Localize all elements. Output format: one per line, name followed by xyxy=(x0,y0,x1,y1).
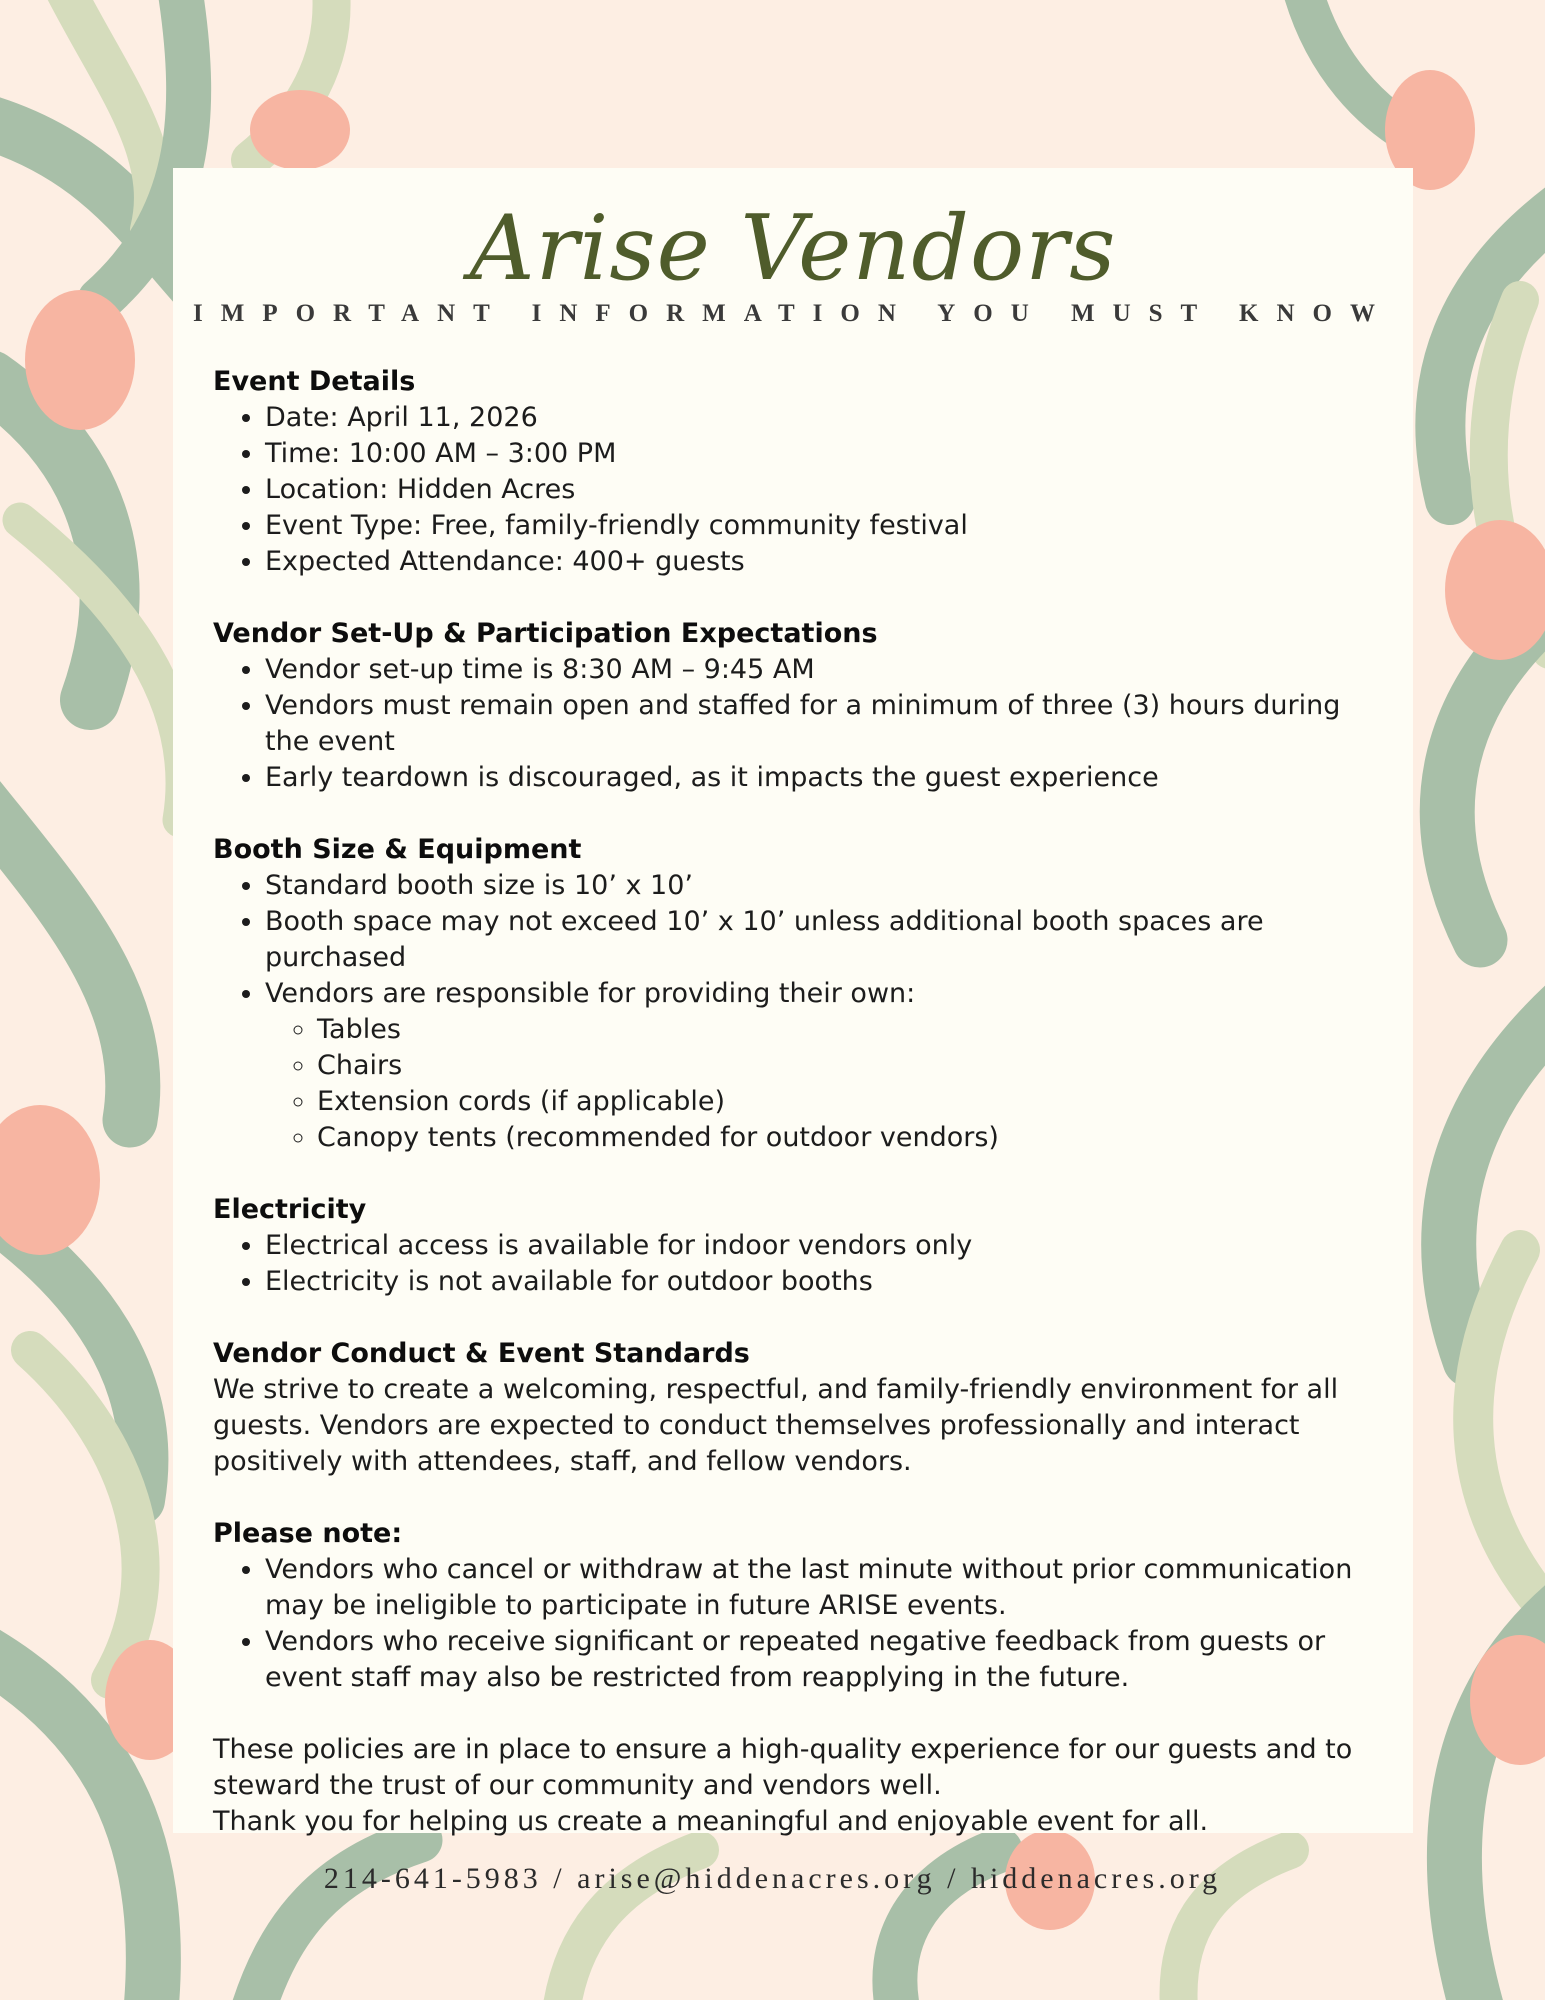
setup-list xyxy=(213,652,1388,796)
list-item: • Booth space may not exceed 10’ x 10’ unless additional booth spaces are purchased xyxy=(265,904,1388,976)
electricity-list xyxy=(213,1228,1388,1300)
list-item: • Vendors who cancel or withdraw at the last minute without prior communication may be ineligible to participate in future ARISE events. xyxy=(265,1552,1388,1624)
list-item: • Electrical access is available for indoor vendors only xyxy=(265,1228,1388,1264)
note-list xyxy=(213,1552,1388,1696)
list-item: • Vendors who receive significant or repeated negative feedback from guests or event staff may also be restricted from reapplying in the future. xyxy=(265,1624,1388,1696)
sub-list-item: ◦ Tables xyxy=(317,1012,1388,1048)
list-item: • Electricity is not available for outdoor booths xyxy=(265,1264,1388,1300)
list-item: • Location: Hidden Acres xyxy=(265,472,1388,508)
booth-sublist xyxy=(265,1012,1388,1156)
list-item: • Event Type: Free, family-friendly community festival xyxy=(265,508,1388,544)
page-title: Arise Vendors xyxy=(469,196,1117,301)
list-item xyxy=(265,976,1388,1156)
list-item: • Early teardown is discouraged, as it impacts the guest experience xyxy=(265,760,1388,796)
booth-heading: Booth Size & Equipment xyxy=(213,834,582,865)
list-item: • Time: 10:00 AM – 3:00 PM xyxy=(265,436,1388,472)
content xyxy=(213,364,1388,1840)
setup-heading: Vendor Set-Up & Participation Expectations xyxy=(213,618,878,649)
info-card xyxy=(173,168,1413,1837)
electricity-heading: Electricity xyxy=(213,1194,367,1225)
note-heading: Please note: xyxy=(213,1518,403,1549)
sub-list-item: ◦ Canopy tents (recommended for outdoor vendors) xyxy=(317,1120,1388,1156)
event-details-heading: Event Details xyxy=(213,366,416,397)
conduct-text: We strive to create a welcoming, respectful, and family-friendly environment for all guests. Vendors are expected to conduct themselves professionally and interact positively with attendees, staff, and fellow vendors. xyxy=(213,1374,1339,1477)
sub-list-item: ◦ Extension cords (if applicable) xyxy=(317,1084,1388,1120)
closing-text: These policies are in place to ensure a high-quality experience for our guests and to steward the trust of our community and vendors well. xyxy=(213,1734,1353,1801)
list-item: • Standard booth size is 10’ x 10’ xyxy=(265,868,1388,904)
booth-list xyxy=(213,868,1388,1156)
subtitle: IMPORTANT INFORMATION YOU MUST KNOW xyxy=(193,300,1393,327)
event-details-list xyxy=(213,400,1388,580)
list-item: • Date: April 11, 2026 xyxy=(265,400,1388,436)
conduct-heading: Vendor Conduct & Event Standards xyxy=(213,1338,750,1369)
closing-thanks: Thank you for helping us create a meaningful and enjoyable event for all. xyxy=(213,1806,1209,1837)
footer-contact: 214-641-5983 / arise@hiddenacres.org / hiddenacres.org xyxy=(323,1862,1222,1895)
list-item: • Expected Attendance: 400+ guests xyxy=(265,544,1388,580)
list-item: • Vendors must remain open and staffed for a minimum of three (3) hours during the event xyxy=(265,688,1388,760)
list-item: • Vendor set-up time is 8:30 AM – 9:45 AM xyxy=(265,652,1388,688)
list-item-text: Vendors are responsible for providing their own: xyxy=(265,978,916,1009)
sub-list-item: ◦ Chairs xyxy=(317,1048,1388,1084)
